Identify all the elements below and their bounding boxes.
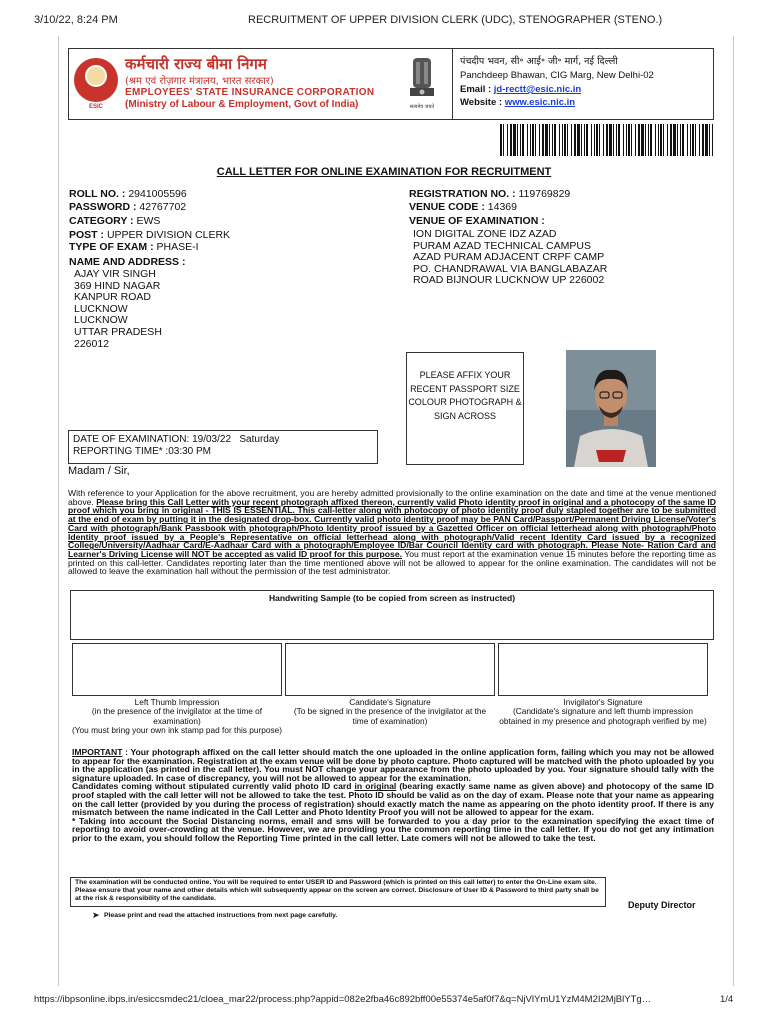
barcode-icon <box>500 124 714 156</box>
category-row <box>69 215 160 227</box>
post-value: UPPER DIVISION CLERK <box>106 229 231 241</box>
page-title: CALL LETTER FOR ONLINE EXAMINATION FOR RECRUITMENT <box>216 166 552 178</box>
print-page-title: RECRUITMENT OF UPPER DIVISION CLERK (UDC), STENOGRAPHER (STENO.) <box>248 14 663 26</box>
website-label: Website : <box>460 97 503 108</box>
org-sub-hindi: (श्रम एवं रोज़गार मंत्रालय, भारत सरकार) <box>125 76 274 87</box>
venue-code-value: 14369 <box>487 201 517 213</box>
venue-line: AZAD PURAM ADJACENT CRPF CAMP <box>413 251 605 264</box>
salutation: Madam / Sir, <box>68 465 130 477</box>
national-emblem-icon <box>404 54 440 114</box>
online-exam-note-box: The examination will be conducted online. You will be required to enter USER ID and Password (which is printed on this call letter) to enter the On-Line exam site. Please ensure that your name and other details which will subsequently appear on the screen are correct. Disclosure of User ID & Password to third party shall be at the risk & responsibility of the candidate. <box>70 877 606 907</box>
name-address-label: NAME AND ADDRESS : <box>69 256 186 268</box>
roll-value: 2941005596 <box>128 188 187 200</box>
candidate-signature-title: Candidate's Signature <box>349 697 431 707</box>
venue-block <box>413 229 607 287</box>
address-line: 369 HIND NAGAR <box>74 279 161 292</box>
important-id-note: Candidates coming without stipulated currently valid photo ID card <box>72 781 352 792</box>
important-heading: IMPORTANT <box>72 747 123 757</box>
address-line: AJAY VIR SINGH <box>74 268 156 280</box>
thumb-note: (in the presence of the invigilator at the time of examination) <box>91 706 263 726</box>
thumb-note: (You must bring your own ink stamp pad for this purpose) <box>72 725 282 736</box>
exam-date-box <box>68 430 378 464</box>
invigilator-signature-caption <box>498 698 708 726</box>
candidate-signature-box <box>285 643 495 696</box>
venue-line: ROAD BIJNOUR LUCKNOW UP 226002 <box>413 274 605 287</box>
password-row <box>69 201 186 213</box>
address-hindi: पंचदीप भवन, सी॰ आई॰ जी॰ मार्ग, नई दिल्ली <box>460 56 618 67</box>
roll-row <box>69 188 187 200</box>
pointer-icon: ➤ <box>92 910 100 920</box>
letter-paragraph <box>68 489 716 576</box>
thumb-title: Left Thumb Impression <box>134 697 220 707</box>
post-label: POST : <box>69 229 105 241</box>
important-id-original: in original <box>354 781 397 792</box>
important-reporting-note: * Taking into account the Social Distancing norms, email and sms will be forwarded to you a day prior to the examination specifying the exact time of reporting to avoid over-crowding at the venue. However, we are providing you the common reporting time in the call letter. If you do not get any intimation prior to the exam, you should follow the Reporting Time printed in the call letter. Late comers will not be allowed to take the test. <box>72 815 714 843</box>
letterhead-divider <box>452 48 453 120</box>
thumb-impression-box <box>72 643 282 696</box>
handwriting-sample-box <box>70 590 714 640</box>
venue-code-row <box>409 201 517 213</box>
exam-type-row <box>69 241 199 253</box>
org-name-hindi: कर्मचारी राज्य बीमा निगम <box>125 55 267 73</box>
invigilator-signature-box <box>498 643 708 696</box>
candidate-photo <box>566 350 656 467</box>
venue-line: PO. CHANDRAWAL VIA BANGLABAZAR <box>413 262 608 275</box>
letter-reporting-note: You must report at the examination venue 15 minutes before the reporting time as printed on this call-letter. Candidates reporting later than the time mentioned above will not be allowed to appear for the online examination. The candidates will not be allowed to leave the examination hall without the permission of the test administrator. <box>68 548 716 577</box>
reporting-time-label: REPORTING TIME* : <box>73 446 169 457</box>
category-label: CATEGORY : <box>69 215 134 227</box>
roll-label: ROLL NO. : <box>69 188 126 200</box>
venue-line: PURAM AZAD TECHNICAL CAMPUS <box>413 239 591 252</box>
affix-photo-box: PLEASE AFFIX YOUR RECENT PASSPORT SIZE COLOUR PHOTOGRAPH & SIGN ACROSS <box>406 352 524 465</box>
org-ministry: (Ministry of Labour & Employment, Govt of India) <box>125 99 359 110</box>
emblem-caption: सत्यमेव जयते <box>409 104 435 110</box>
address-line: UTTAR PRADESH <box>74 325 162 338</box>
venue-label: VENUE OF EXAMINATION : <box>409 215 545 227</box>
registration-label: REGISTRATION NO. : <box>409 188 516 200</box>
email-row <box>460 84 581 95</box>
print-url: https://ibpsonline.ibps.in/esiccsmdec21/cloea_mar22/process.php?appid=082e2fba46c892bff00e55374e5af0f7&q=NjVlYmU1YzM4M2I2MjBlYTg… <box>34 994 652 1005</box>
handwriting-sample-title: Handwriting Sample (to be copied from screen as instructed) <box>268 593 516 603</box>
exam-day-value: Saturday <box>239 434 280 445</box>
invigilator-signature-title: Invigilator's Signature <box>563 697 643 707</box>
name-address-block <box>74 269 162 350</box>
candidate-signature-note: (To be signed in the presence of the invigilator at the time of examination) <box>293 706 487 726</box>
exam-date-label: DATE OF EXAMINATION: <box>73 434 190 445</box>
post-row <box>69 229 230 241</box>
exam-type-value: PHASE-I <box>156 241 199 253</box>
important-id-note-rest: (bearing exactly same name as given above) and photocopy of the same ID proof stapled with the call letter will not be allowed to take the test. Photo ID should be valid as on the day of exam. Please note that your name as appearing on the call letter (provided by you during the process of registration) should exactly match the name as appearing on the photo identity proof. If there is any mismatch between the name indicated in the Call Letter and Photo Identity Proof you will not be allowed to appear for the exam. <box>72 781 714 818</box>
esic-logo-inner <box>85 65 107 87</box>
password-value: 42767702 <box>139 201 187 213</box>
print-datetime: 3/10/22, 8:24 PM <box>34 14 118 26</box>
pointer-note: Please print and read the attached instructions from next page carefully. <box>104 912 338 919</box>
email-label: Email : <box>460 84 492 95</box>
registration-value: 119769829 <box>518 188 571 200</box>
important-photo-note: : Your photograph affixed on the call letter should match the one uploaded in the online application form, failing which you may not be allowed to appear for the examination. Registration at the exam venue will be done by photo capture. Photo captured will be matched with the photo uploaded by you in the application (as printed in the call letter). You must NOT change your appearance from the photo uploaded by you. Your signature should tally with the signature uploaded. In case of discrepancy, you will not be allowed to appear for the examination. <box>72 747 715 783</box>
invigilator-signature-note: (Candidate's signature and left thumb impression obtained in my presence and photograph verified by me) <box>499 706 707 726</box>
signatory-title: Deputy Director <box>628 900 696 910</box>
esic-logo-label: ESIC <box>88 104 103 110</box>
address-line: KANPUR ROAD <box>74 291 152 304</box>
candidate-signature-caption <box>285 698 495 726</box>
website-row <box>460 97 575 108</box>
exam-type-label: TYPE OF EXAM : <box>69 241 154 253</box>
letter-id-instructions: Please bring this Call Letter with your recent photograph affixed thereon, currently valid Photo identity proof in original and a photocopy of the same ID proof which you bring in original - THIS IS ESSENTIAL. This call-letter along with photocopy of photo identity proof duly stapled together are to be submitted at the end of exam by putting it in the designated drop-box. Currently valid photo identity proof may be PAN Card/Passport/Permanent Driving License/Voter's Card with photograph/Bank Passbook with photograph/Photo Identity proof issued by a Gazetted Officer on official letterhead along with photograph/Photo Identity proof issued by a People's Representative on official letterhead along with photograph/Valid recent Identity Card issued by a recognized College/University/Aadhaar Card/E-Aadhaar Card with a photograph/Employee ID/Bar Council Identity card with photograph. Please Note- Ration Card and Learner's Driving License will NOT be accepted as valid ID proof for this purpose. <box>68 496 716 559</box>
venue-line: ION DIGITAL ZONE IDZ AZAD <box>413 228 557 240</box>
address-line: LUCKNOW <box>74 302 128 315</box>
thumb-caption <box>72 698 282 736</box>
registration-row <box>409 188 570 200</box>
website-link[interactable]: www.esic.nic.in <box>504 97 576 108</box>
password-label: PASSWORD : <box>69 201 137 213</box>
email-link[interactable]: jd-rectt@esic.nic.in <box>493 84 582 95</box>
letter-intro: With reference to your Application for the above recruitment, you are hereby admitted provisionally to the online examination on the date and time at the venue mentioned above. <box>68 488 716 507</box>
print-page-count: 1/4 <box>720 994 734 1005</box>
address-english: Panchdeep Bhawan, CIG Marg, New Delhi-02 <box>460 70 654 81</box>
address-line: 226012 <box>74 337 110 350</box>
address-line: LUCKNOW <box>74 314 128 327</box>
exam-date-value: 19/03/22 <box>192 434 232 445</box>
category-value: EWS <box>136 215 161 227</box>
important-notes <box>72 748 714 843</box>
reporting-time-value: 03:30 PM <box>168 446 212 457</box>
venue-code-label: VENUE CODE : <box>409 201 485 213</box>
org-name-english: EMPLOYEES' STATE INSURANCE CORPORATION <box>125 87 375 98</box>
